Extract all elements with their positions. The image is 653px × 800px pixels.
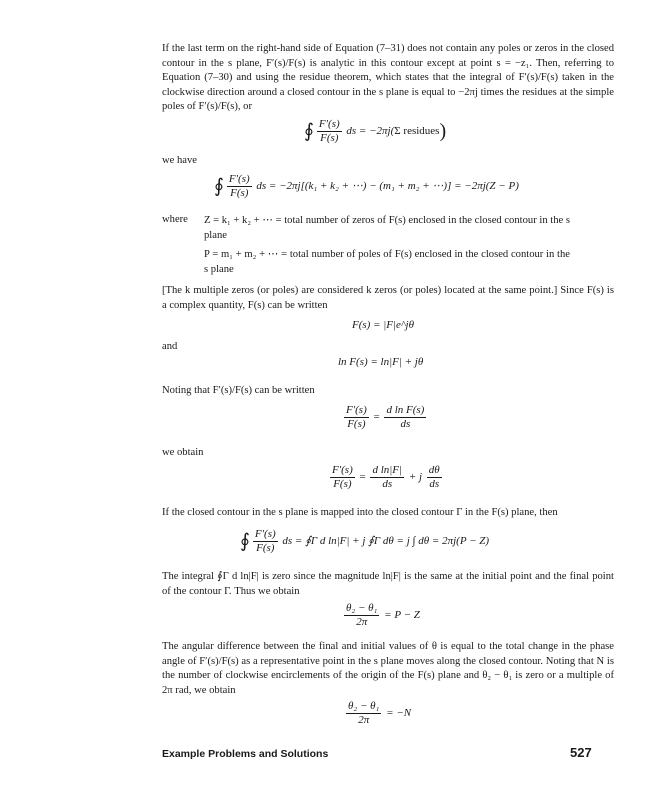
footer-page-number: 527 — [570, 745, 592, 760]
equation-zeros-poles-count: ∮ $\frac{F'(s)}{F(s)}$ ds = −2πj[(k₁ + k₂ + ⋯) − (m₁ + m₂ + ⋯)] = −2πj(Z − P) — [214, 173, 519, 199]
paragraph-noting: Noting that F′(s)/F(s) can be written — [162, 385, 315, 396]
footer-section-title: Example Problems and Solutions — [162, 748, 329, 760]
equation-encirclements: $\frac{\text{θ₂ − θ₁}}{2\pi}$ = −N — [348, 700, 412, 726]
equation-log-form: ln F(s) = ln|F| + jθ — [338, 356, 424, 368]
equation-split-derivative: $\frac{F'(s)}{F(s)}$ = $\frac{\text{d ln|F|}}{ds}$ + j $\frac{d\theta}{ds}$ — [332, 464, 440, 490]
paragraph-mapped: If the closed contour in the s plane is mapped into the closed contour Γ in the F(s) plane, then — [162, 507, 558, 518]
equation-residue-theorem: ∮ $\frac{F'(s)}{F(s)}$ ds = −2πj(Σ residues) — [304, 118, 447, 144]
label-where: where — [162, 214, 188, 225]
paragraph-integral-zero: The integral ∮Γ d ln|F| is zero since the magnitude ln|F| is the same at the initial point and the final point of the contour Γ. Thus we obtain — [162, 571, 614, 597]
paragraph-angular: The angular difference between the final and initial values of θ is equal to the total change in the phase angle of F′(s)/F(s) as a representative point in the s plane moves along the closed contour. Noting that N is the number of clockwise encirclements of the origin of the F(s) plane and θ₂ − θ₁ is zero or a multiple of 2π rad, we obtain — [162, 641, 614, 696]
definition-p: P = m₁ + m₂ + ⋯ = total number of poles of F(s) enclosed in the closed contour in the s plane — [204, 249, 570, 275]
paragraph-we-have: we have — [162, 155, 197, 166]
definition-z: Z = k₁ + k₂ + ⋯ = total number of zeros of F(s) enclosed in the closed contour in the s plane — [204, 215, 570, 241]
paragraph-we-obtain: we obtain — [162, 447, 204, 458]
equation-contour-mapping: ∮ $\frac{F'(s)}{F(s)}$ ds = ∮Γ d ln|F| + j ∮Γ dθ = j ∫ dθ = 2πj(P − Z) — [240, 528, 490, 554]
equation-log-derivative: $\frac{F'(s)}{F(s)}$ = $\frac{\text{d ln F(s)}}{ds}$ — [346, 404, 425, 430]
paragraph-intro: If the last term on the right-hand side of Equation (7–31) does not contain any poles or zeros in the closed contour in the s plane, F′(s)/F(s) is analytic in this contour except at point s = −z₁. Then, referring to Equation (7–30) and using the residue theorem, which states that the integral of F′(s)/F(s) taken in the clockwise direction around a closed contour in the s plane is equal to −2πj times the residues at the simple poles of F′(s)/F(s), or — [162, 43, 614, 113]
paragraph-and: and — [162, 341, 178, 352]
equation-polar-form: F(s) = |F|e^jθ — [352, 319, 414, 331]
paragraph-multiplicity-note: [The k multiple zeros (or poles) are considered k zeros (or poles) located at the same point.] Since F(s) is a complex quantity, F(s) can be written — [162, 285, 614, 311]
equation-angle-difference: $\frac{\text{θ₂ − θ₁}}{2\pi}$ = P − Z — [346, 602, 420, 628]
